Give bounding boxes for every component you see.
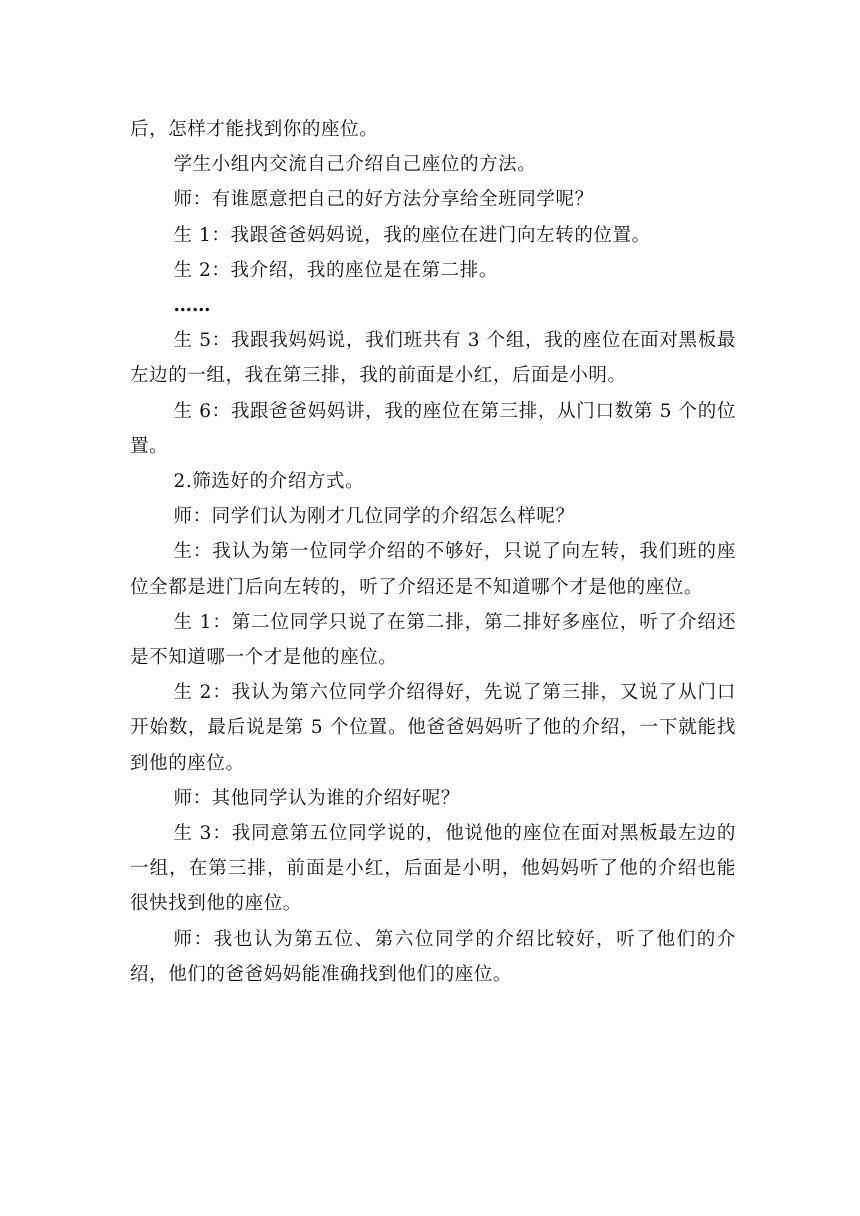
paragraph-student-6: 生 6：我跟爸爸妈妈讲，我的座位在第三排，从门口数第 5 个的位置。 xyxy=(130,400,736,457)
paragraph-student-5: 生 5：我跟我妈妈说，我们班共有 3 个组，我的座位在面对黑板最左边的一组，我在第三排，我的前面是小红，后面是小明。 xyxy=(130,330,736,387)
paragraph-teacher-followup: 师：其他同学认为谁的介绍好呢？ xyxy=(173,787,460,809)
paragraph-continuation: 后，怎样才能找到你的座位。 xyxy=(130,119,379,140)
paragraph-teacher-question: 师：有谁愿意把自己的好方法分享给全班同学呢？ xyxy=(173,189,594,211)
paragraph-student-response: 生：我认为第一位同学介绍的不够好，只说了向左转，我们班的座位全都是进门后向左转的，听了介绍还是不知道哪个才是他的座位。 xyxy=(130,541,736,598)
paragraph-ellipsis: …… xyxy=(173,295,211,317)
paragraph-section-heading: 2.筛选好的介绍方式。 xyxy=(173,471,365,493)
paragraph-student-2-response: 生 2：我认为第六位同学介绍得好，先说了第三排，又说了从门口开始数，最后说是第 5 个位置。他爸爸妈妈听了他的介绍，一下就能找到他的座位。 xyxy=(130,682,736,774)
paragraph-student-1-response: 生 1：第二位同学只说了在第二排，第二排好多座位，听了介绍还是不知道哪一个才是他的座位。 xyxy=(130,611,736,669)
paragraph-student-2: 生 2：我介绍，我的座位是在第二排。 xyxy=(173,259,498,281)
paragraph-student-3-response: 生 3：我同意第五位同学说的，他说他的座位在面对黑板最左边的一组，在第三排，前面是小红，后面是小明，他妈妈听了他的介绍也能很快找到他的座位。 xyxy=(130,823,736,915)
paragraph-group-discussion: 学生小组内交流自己介绍自己座位的方法。 xyxy=(173,154,537,176)
document-body xyxy=(130,112,736,992)
paragraph-teacher-evaluation-question: 师：同学们认为刚才几位同学的介绍怎么样呢？ xyxy=(173,506,575,528)
paragraph-teacher-summary: 师：我也认为第五位、第六位同学的介绍比较好，听了他们的介绍，他们的爸爸妈妈能准确找到他们的座位。 xyxy=(130,928,736,985)
paragraph-student-1: 生 1：我跟爸爸妈妈说，我的座位在进门向左转的位置。 xyxy=(173,224,651,246)
